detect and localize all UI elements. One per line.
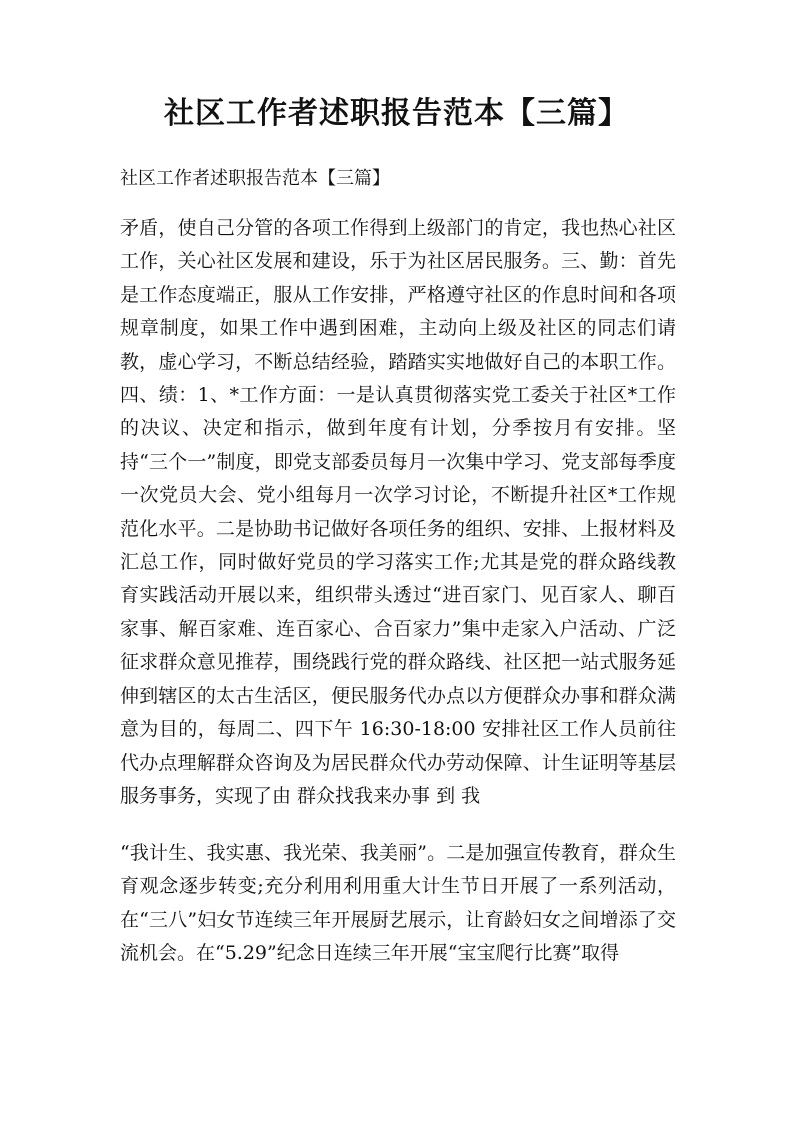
body-paragraph-2: “我计生、我实惠、我光荣、我美丽”。二是加强宣传教育，群众生育观念逐步转变;充分利用利用重大计生节日开展了一系列活动，在“三八”妇女节连续三年开展厨艺展示，让育龄妇女之间增添了交流机会。在“5.29”纪念日连续三年开展“宝宝爬行比赛”取得	[120, 842, 676, 965]
document-title: 社区工作者述职报告范本【三篇】	[164, 96, 629, 131]
body-paragraph-1: 矛盾，使自己分管的各项工作得到上级部门的肯定，我也热心社区工作，关心社区发展和建设，乐于为社区居民服务。三、勤：首先是工作态度端正，服从工作安排，严格遵守社区的作息时间和各项规章制度，如果工作中遇到困难，主动向上级及社区的同志们请教，虚心学习，不断总结经验，踏踏实实地做好自己的本职工作。四、绩：1、*工作方面：一是认真贯彻落实党工委关于社区*工作的决议、决定和指示，做到年度有计划，分季按月有安排。坚持“三个一”制度，即党支部委员每月一次集中学习、党支部每季度一次党员大会、党小组每月一次学习讨论，不断提升社区*工作规范化水平。二是协助书记做好各项任务的组织、安排、上报材料及汇总工作，同时做好党员的学习落实工作;尤其是党的群众路线教育实践活动开展以来，组织带头透过“进百家门、见百家人、聊百家事、解百家难、连百家心、合百家力”集中走家入户活动、广泛征求群众意见推荐，围绕践行党的群众路线、社区把一站式服务延伸到辖区的太古生活区，便民服务代办点以方便群众办事和群众满意为目的，每周二、四下午 16:30-18:00 安排社区工作人员前往代办点理解群众咨询及为居民群众代办劳动保障、计生证明等基层服务事务，实现了由 群众找我来办事 到 我	[120, 217, 676, 807]
document-subtitle: 社区工作者述职报告范本【三篇】	[120, 168, 390, 189]
